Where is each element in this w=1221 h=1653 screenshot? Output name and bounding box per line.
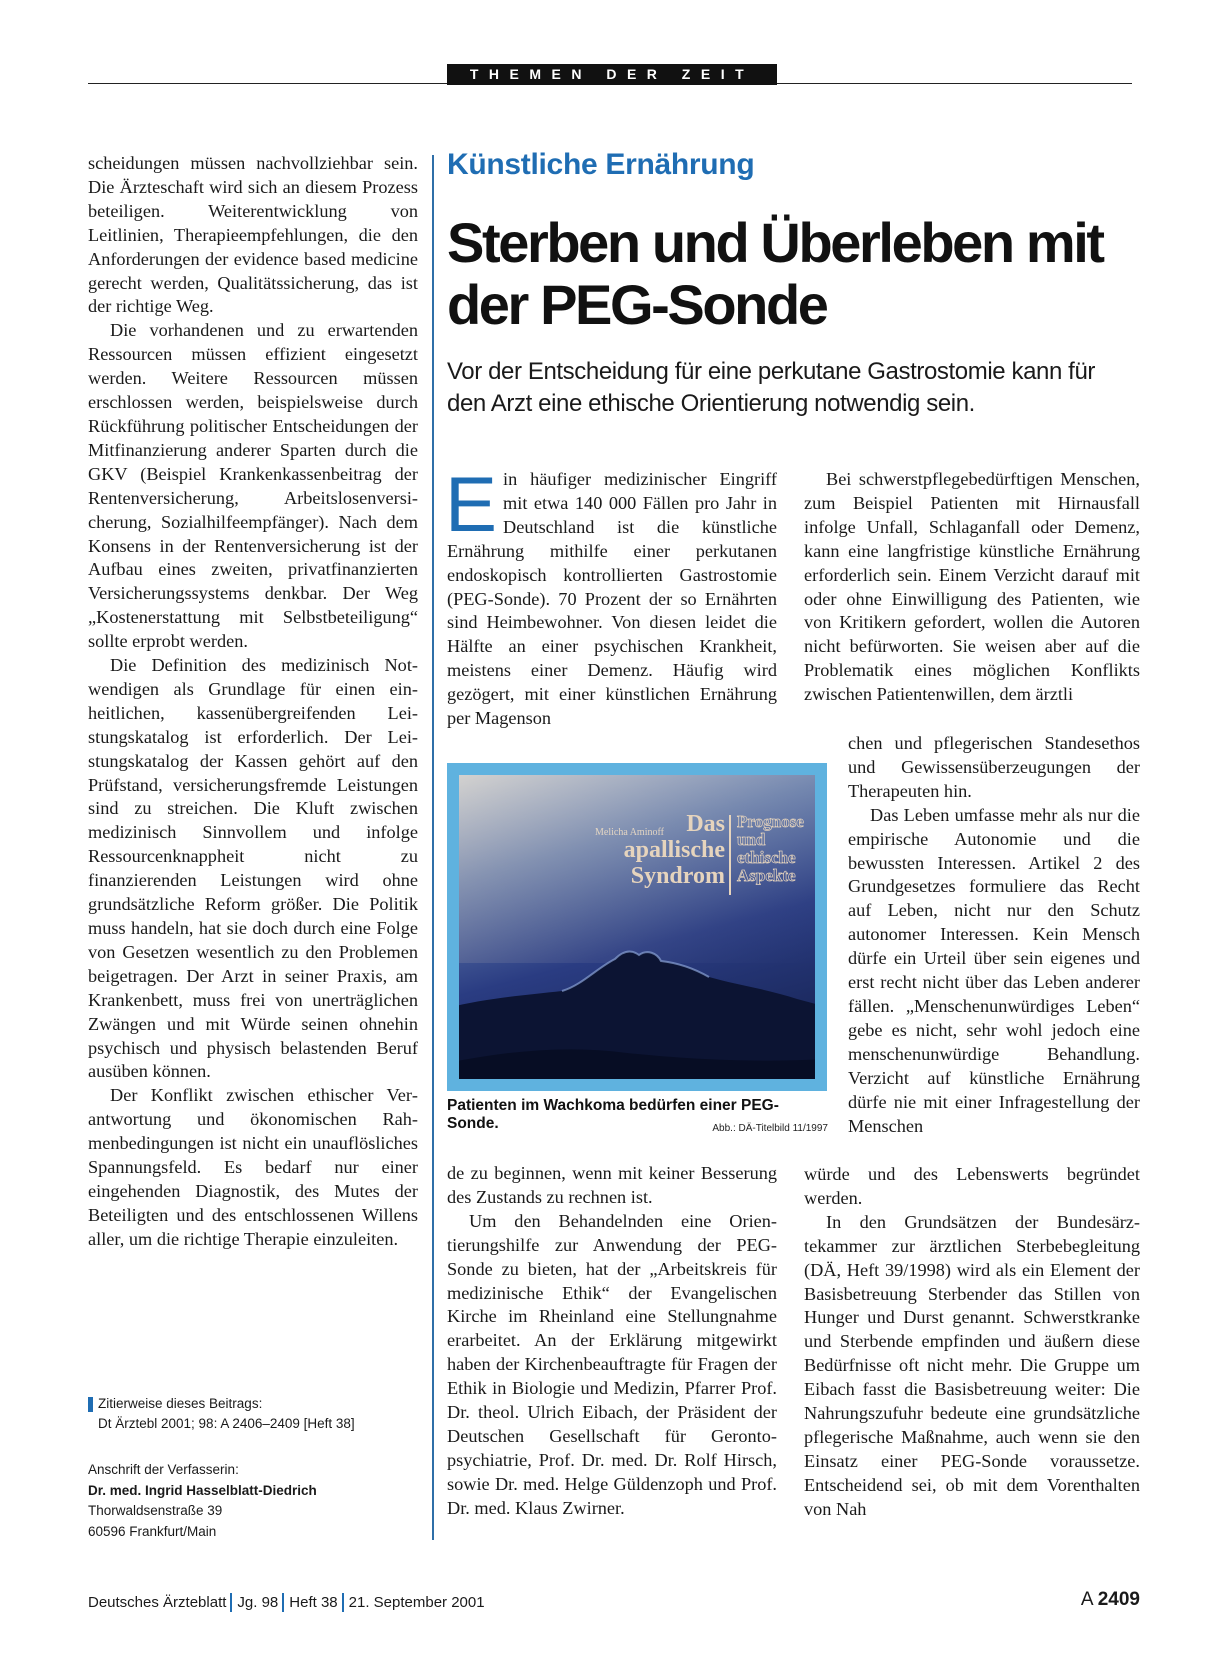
page-footer: [88, 1593, 485, 1612]
mid-paragraph-2: Um den Behandelnden eine Orientierungshilfe zur Anwendung der PEG-Sonde zu bieten, hat der „Arbeitskreis für medizinische Ethik“ der Evangelischen Kirche im Rheinland eine Stellungnahme erarbeitet. An der Erklärung mitgewirkt haben der Kirchenbeauftragte für Fragen der Ethik in Biologie und Medizin, Pfarrer Prof. Dr. theol. Ulrich Eibach, der Präsident der Deutschen Gesellschaft für Gerontopsychiatrie, Prof. Dr. med. Dr. Rolf Hirsch, sowie Dr. med. Helge Güldenzoph und Prof. Dr. med. Klaus Zwirner.: [447, 1210, 777, 1518]
right-column-top: [804, 468, 1140, 707]
footer-issue: Heft 38: [289, 1594, 338, 1611]
cover-subtitle-line: Prognose: [737, 812, 804, 831]
cover-illustration: [447, 763, 827, 1091]
right-paragraph-2: chen und pflegerischen Standesethos und Gewissensüberzeugungen der Therapeuten hin.: [848, 733, 1140, 801]
address-street: Thorwaldsenstraße 39: [88, 1503, 223, 1518]
right-column-indented: [848, 732, 1140, 1138]
right-paragraph-4: würde und des Lebenswerts begründet werden.: [804, 1164, 1140, 1208]
figure-credit: Abb.: DÄ-Titelbild 11/1997: [712, 1123, 828, 1134]
cover-title-line: Syndrom: [630, 863, 725, 889]
opening-text: in häufiger medizinischer Eingriff mit etwa 140 000 Fällen pro Jahr in Deutschland ist die künstliche Ernährung mithilfe einer perkutanen endoskopisch kontrollierten Gastrostomie (PEG-Sonde). 70 Prozent der so Ernährten sind Heimbewohner. Von diesen leidet die Hälfte an einer psychischen Krankheit, meistens einer Demenz. Häufig wird gezögert, mit einer künstlichen Ernährung per Magenson: [447, 469, 777, 729]
left-paragraph-3: Die Definition des medizinisch Notwendigen als Grundlage für einen einheitlichen, kassenübergreifenden Leistungskatalog ist erforderlich. Der Leistungskatalog der Kassen gehört auf den Prüfstand, versicherungsfremde Leistungen sind zu streichen. Die Kluft zwischen medizinisch Sinnvollem und infolge Ressourcenknappheit nicht zu finanzierenden Leistungen wird ohne grundsätzliche Reform größer. Die Politik muss handeln, hat sie doch durch eine Folge von Gesetzen wesentlich zu den Problemen beigetragen. Der Arzt in seiner Praxis, am Krankenbett, muss frei von unerträglichen Zwängen und mit Würde seinen ohnehin psychisch und physisch belastenden Beruf ausüben können.: [88, 655, 418, 1082]
cover-frame: [447, 763, 827, 1091]
page-prefix: A: [1080, 1589, 1093, 1610]
right-column-bottom: [804, 1163, 1140, 1522]
mid-paragraph-1: de zu beginnen, wenn mit keiner Besserung des Zustands zu rechnen ist.: [447, 1163, 777, 1207]
right-paragraph-3: Das Leben umfasse mehr als nur die empirische Autonomie und die bewussten Interessen. Artikel 2 des Grundgesetzes formuliere das Recht auf Leben, nicht nur den Schutz autonomer Interessen. Kein Mensch dürfe ein Urteil über sein eigenes und erst recht nicht über das Leben anderer fällen. „Menschenunwürdiges Leben“ gebe es nicht, sehr wohl jedoch eine menschenunwürdige Behandlung. Verzicht auf künstliche Ernährung dürfe nie mit einer Infragestellung der Menschen: [848, 804, 1140, 1136]
middle-column-bottom: [447, 1162, 777, 1521]
citation-box: [88, 1394, 418, 1434]
article-standfirst: Vor der Entscheidung für eine perkutane Gastrostomie kann für den Arzt eine ethische Orientierung notwendig sein.: [447, 358, 1095, 417]
cover-author: Melicha Aminoff: [595, 827, 664, 838]
middle-column-top: [445, 460, 777, 731]
article-headline: Sterben und Überleben mit der PEG-Sonde: [447, 211, 1103, 336]
figure-caption: Patienten im Wachkoma bedürfen einer PEG-Sonde.: [447, 1097, 779, 1132]
cover-subtitle-line: ethische: [737, 848, 796, 867]
footer-separator: [342, 1593, 344, 1612]
cover-title-line: Das: [686, 811, 725, 837]
footer-volume: Jg. 98: [237, 1594, 279, 1611]
left-paragraph-2: Die vorhandenen und zu erwartenden Ressourcen müssen effizient eingesetzt werden. Weitere Ressourcen müssen erschlossen werden, beispielsweise durch Rückführung politischer Entscheidungen der Mitfinanzierung anderer Sparten durch die GKV (Beispiel Krankenkassenbeitrag der Rentenversicherung, Arbeitslosenversicherung, Sozialhilfeempfänger). Nach dem Konsens in der Rentenversicherung ist der Aufbau eines zweiten, privatfinanzierten Versicherungssystems denkbar. Der Weg „Kostenerstattung mit Selbstbeteiligung“ sollte erprobt werden.: [88, 320, 418, 652]
address-label: Anschrift der Verfasserin:: [88, 1462, 239, 1477]
citation-marker: [88, 1397, 93, 1412]
footer-date: 21. September 2001: [348, 1594, 485, 1611]
cover-subtitle-line: Aspekte: [737, 866, 796, 885]
page-number: [1081, 1589, 1140, 1611]
citation-label: Zitierweise dieses Beitrags:: [98, 1396, 263, 1411]
article-kicker: Künstliche Ernährung: [447, 148, 755, 181]
citation-reference: Dt Ärztebl 2001; 98: A 2406–2409 [Heft 38]: [98, 1416, 355, 1431]
footer-separator: [282, 1593, 284, 1612]
right-paragraph-5: In den Grundsätzen der Bundesärztekammer zur ärztlichen Sterbebegleitung (DÄ, Heft 39/1998) wird als ein Element der Basisbetreuung Sterbender das Stillen von Hunger und Durst genannt. Schwerstkranke und Sterbende empfinden und äußern diese Bedürfnisse oft nicht mehr. Die Gruppe um Eibach fasst die Basisbetreuung weiter: Die Nahrungszufuhr bedeute eine grundsätzliche pflegerische Maßnahme, auch wenn sie den Einsatz einer PEG-Sonde voraussetze. Entscheidend sei, ob mit dem Vorenthalten von Nah: [804, 1211, 1140, 1519]
right-paragraph-1: Bei schwerstpflegebedürftigen Menschen, zum Beispiel Patienten mit Hirnausfall infolge Unfall, Schlaganfall oder Demenz, kann eine langfristige künstliche Ernährung erforderlich sein. Einem Verzicht darauf mit oder ohne Einwilligung des Patienten, wie von Kritikern gefordert, wollen die Autoren nicht befürworten. Sie weisen aber auf die Problematik eines möglichen Konflikts zwischen Patientenwillen, dem ärztli: [804, 469, 1140, 705]
drop-cap: E: [445, 460, 498, 548]
cover-title-line: apallische: [623, 837, 725, 863]
left-column: [88, 152, 418, 1252]
cover-subtitle-line: und: [737, 830, 766, 849]
author-address: [88, 1460, 418, 1542]
footer-journal: Deutsches Ärzteblatt: [88, 1594, 227, 1611]
page-number-value: 2409: [1097, 1589, 1140, 1610]
left-paragraph-4: Der Konflikt zwischen ethischer Verantwortung und ökonomischen Rahmenbedingungen ist nicht ein unauflösliches Spannungsfeld. Es bedarf nur einer eingehenden Diagnostik, des Mutes der Beteiligten und des entschlossenen Willens aller, um die richtige Therapie einzuleiten.: [88, 1085, 418, 1249]
footer-separator: [230, 1593, 232, 1612]
left-paragraph-1: scheidungen müssen nachvollziehbar sein. Die Ärzteschaft wird sich an diesem Prozess beteiligen. Weiterentwicklung von Leitlinien, Therapieempfehlungen, die den Anforderungen der evidence based medicine gerecht werden, Qualitätssicherung, das ist der richtige Weg.: [88, 153, 418, 317]
article-opening-paragraph: [445, 460, 777, 731]
author-name: Dr. med. Ingrid Hasselblatt-Diedrich: [88, 1482, 317, 1498]
address-city: 60596 Frankfurt/Main: [88, 1523, 217, 1539]
column-divider: [432, 155, 434, 1540]
section-tag: THEMEN DER ZEIT: [447, 64, 777, 85]
